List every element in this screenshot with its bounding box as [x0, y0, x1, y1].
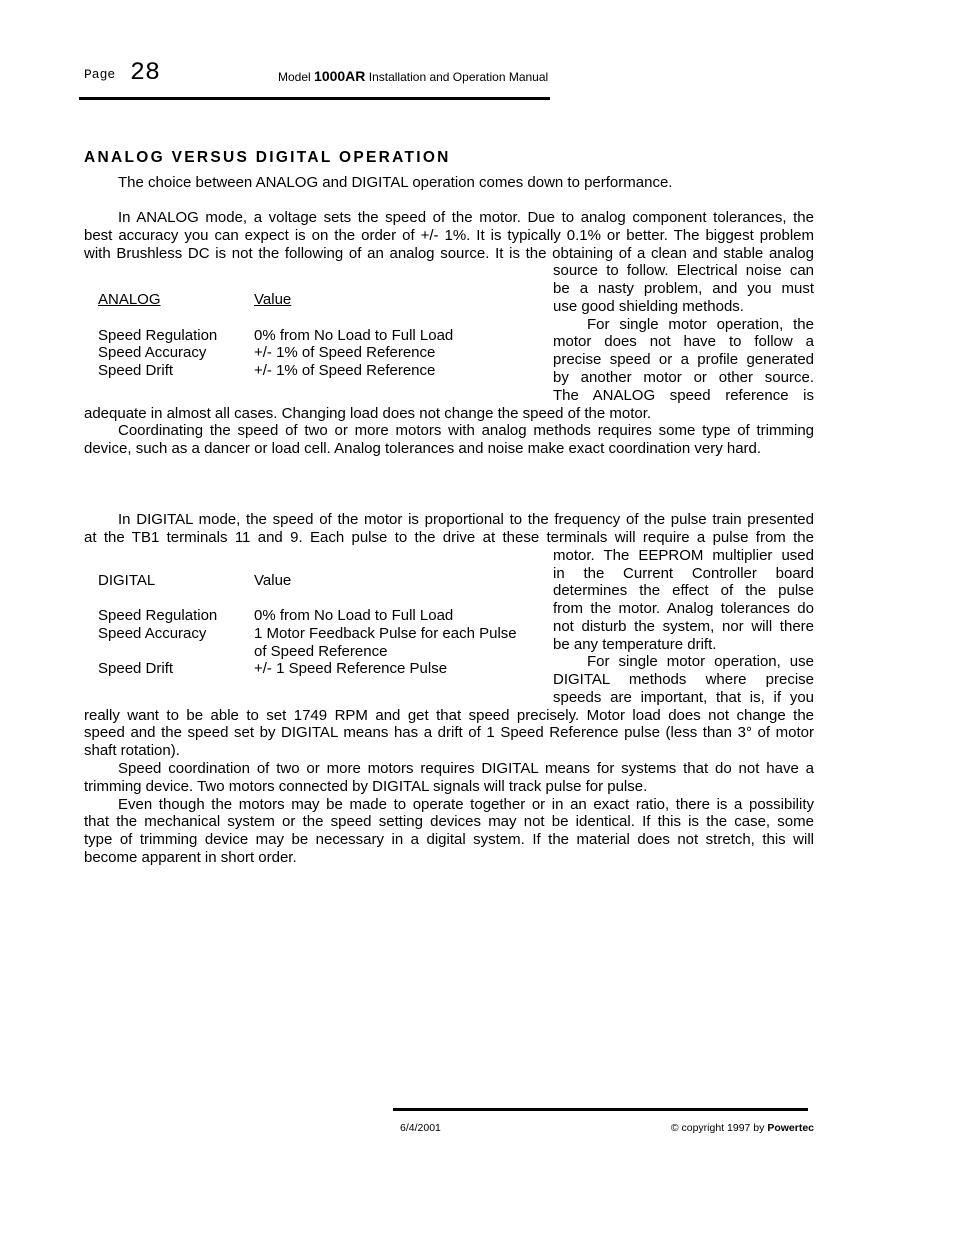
digital-after-line: shaft rotation). [84, 742, 180, 759]
digital-line: at the TB1 terminals 11 and 9. Each pulse to the drive at these terminals will require a pulse from the [84, 529, 814, 546]
analog-table-header-value: Value [254, 291, 292, 308]
digital-side-line: DIGITAL methods where precise [553, 671, 814, 688]
digital-after-line: speed and the speed set by DIGITAL means has a drift of 1 Speed Reference pulse (less than 3° of motor [84, 724, 814, 741]
section-title: ANALOG VERSUS DIGITAL OPERATION [84, 149, 451, 166]
analog-row-label: Speed Regulation [98, 327, 218, 344]
digital-after-line: that the mechanical system or the speed setting devices may not be identical. If this is the case, some [84, 813, 814, 830]
model-prefix: Model [278, 70, 311, 84]
digital-table-header-label: DIGITAL [98, 572, 156, 589]
page-header [0, 0, 954, 110]
digital-table-header-value: Value [254, 572, 292, 589]
analog-side-line: precise speed or a profile generated [553, 351, 814, 368]
analog-row-label: Speed Drift [98, 362, 174, 379]
copyright-text: © copyright 1997 by [670, 1122, 765, 1134]
digital-side-line: in the Current Controller board [553, 565, 814, 582]
analog-side-line: by another motor or other source. [553, 369, 814, 386]
analog-table-header-label: ANALOG [98, 291, 161, 308]
digital-after-line: Speed coordination of two or more motors requires DIGITAL means for systems that do not have a [118, 760, 814, 777]
manual-title [278, 68, 548, 84]
digital-row-label: Speed Accuracy [98, 625, 207, 642]
digital-line: In DIGITAL mode, the speed of the motor is proportional to the frequency of the pulse train presented [118, 511, 814, 528]
page-label: Page [84, 67, 116, 82]
footer-rule [393, 1108, 808, 1111]
digital-row-value: +/- 1 Speed Reference Pulse [254, 660, 448, 677]
analog-row-value: +/- 1% of Speed Reference [254, 344, 436, 361]
analog-row-value: 0% from No Load to Full Load [254, 327, 454, 344]
digital-side-line: speeds are important, that is, if you [553, 689, 814, 706]
analog-after-line: device, such as a dancer or load cell. Analog tolerances and noise make exact coordination very hard. [84, 440, 762, 457]
model-name: 1000AR [314, 68, 366, 84]
analog-side-line: The ANALOG speed reference is [553, 387, 814, 404]
analog-side-line: use good shielding methods. [553, 298, 744, 315]
intro-paragraph: The choice between ANALOG and DIGITAL operation comes down to performance. [118, 174, 673, 191]
digital-side-line: not disturb the system, nor will there [553, 618, 814, 635]
digital-side-line: be any temperature drift. [553, 636, 717, 653]
analog-after-line: adequate in almost all cases. Changing load does not change the speed of the motor. [84, 405, 652, 422]
header-rule [79, 97, 550, 100]
analog-side-line: source to follow. Electrical noise can [553, 262, 814, 279]
digital-side-line: determines the effect of the pulse [553, 582, 814, 599]
digital-row-label: Speed Drift [98, 660, 174, 677]
analog-line: In ANALOG mode, a voltage sets the speed of the motor. Due to analog component tolerances, the [118, 209, 814, 226]
digital-after-line: trimming device. Two motors connected by DIGITAL signals will track pulse for pulse. [84, 778, 648, 795]
analog-side-line: For single motor operation, the [587, 316, 814, 333]
digital-after-line: type of trimming device may be necessary in a digital system. If the material does not stretch, this will [84, 831, 814, 848]
digital-after-line: become apparent in short order. [84, 849, 297, 866]
digital-side-line: For single motor operation, use [587, 653, 814, 670]
digital-row-value: 0% from No Load to Full Load [254, 607, 454, 624]
digital-row-value-cont: of Speed Reference [254, 643, 388, 660]
analog-after-line: Coordinating the speed of two or more motors with analog methods requires some type of trimming [118, 422, 814, 439]
footer-copyright [671, 1122, 814, 1134]
analog-side-line: motor does not have to follow a [553, 333, 814, 350]
analog-line: with Brushless DC is not the following of an analog source. It is the obtaining of a clean and stable analog [84, 245, 814, 262]
digital-row-value: 1 Motor Feedback Pulse for each Pulse [254, 625, 517, 642]
digital-after-line: really want to be able to set 1749 RPM and get that speed precisely. Motor load does not change the [84, 707, 814, 724]
digital-side-line: motor. The EEPROM multiplier used [553, 547, 814, 564]
analog-side-line: be a nasty problem, and you must [553, 280, 814, 297]
analog-line: best accuracy you can expect is on the order of +/- 1%. It is typically 0.1% or better. The biggest problem [84, 227, 814, 244]
page-number: 28 [130, 58, 161, 87]
analog-row-value: +/- 1% of Speed Reference [254, 362, 436, 379]
manual-title-text: Installation and Operation Manual [368, 70, 549, 84]
digital-side-line: from the motor. Analog tolerances do [553, 600, 814, 617]
digital-after-line: Even though the motors may be made to operate together or in an exact ratio, there is a possibility [118, 796, 814, 813]
analog-row-label: Speed Accuracy [98, 344, 207, 361]
digital-row-label: Speed Regulation [98, 607, 218, 624]
footer-date: 6/4/2001 [400, 1122, 441, 1134]
company-name: Powertec [767, 1122, 814, 1134]
